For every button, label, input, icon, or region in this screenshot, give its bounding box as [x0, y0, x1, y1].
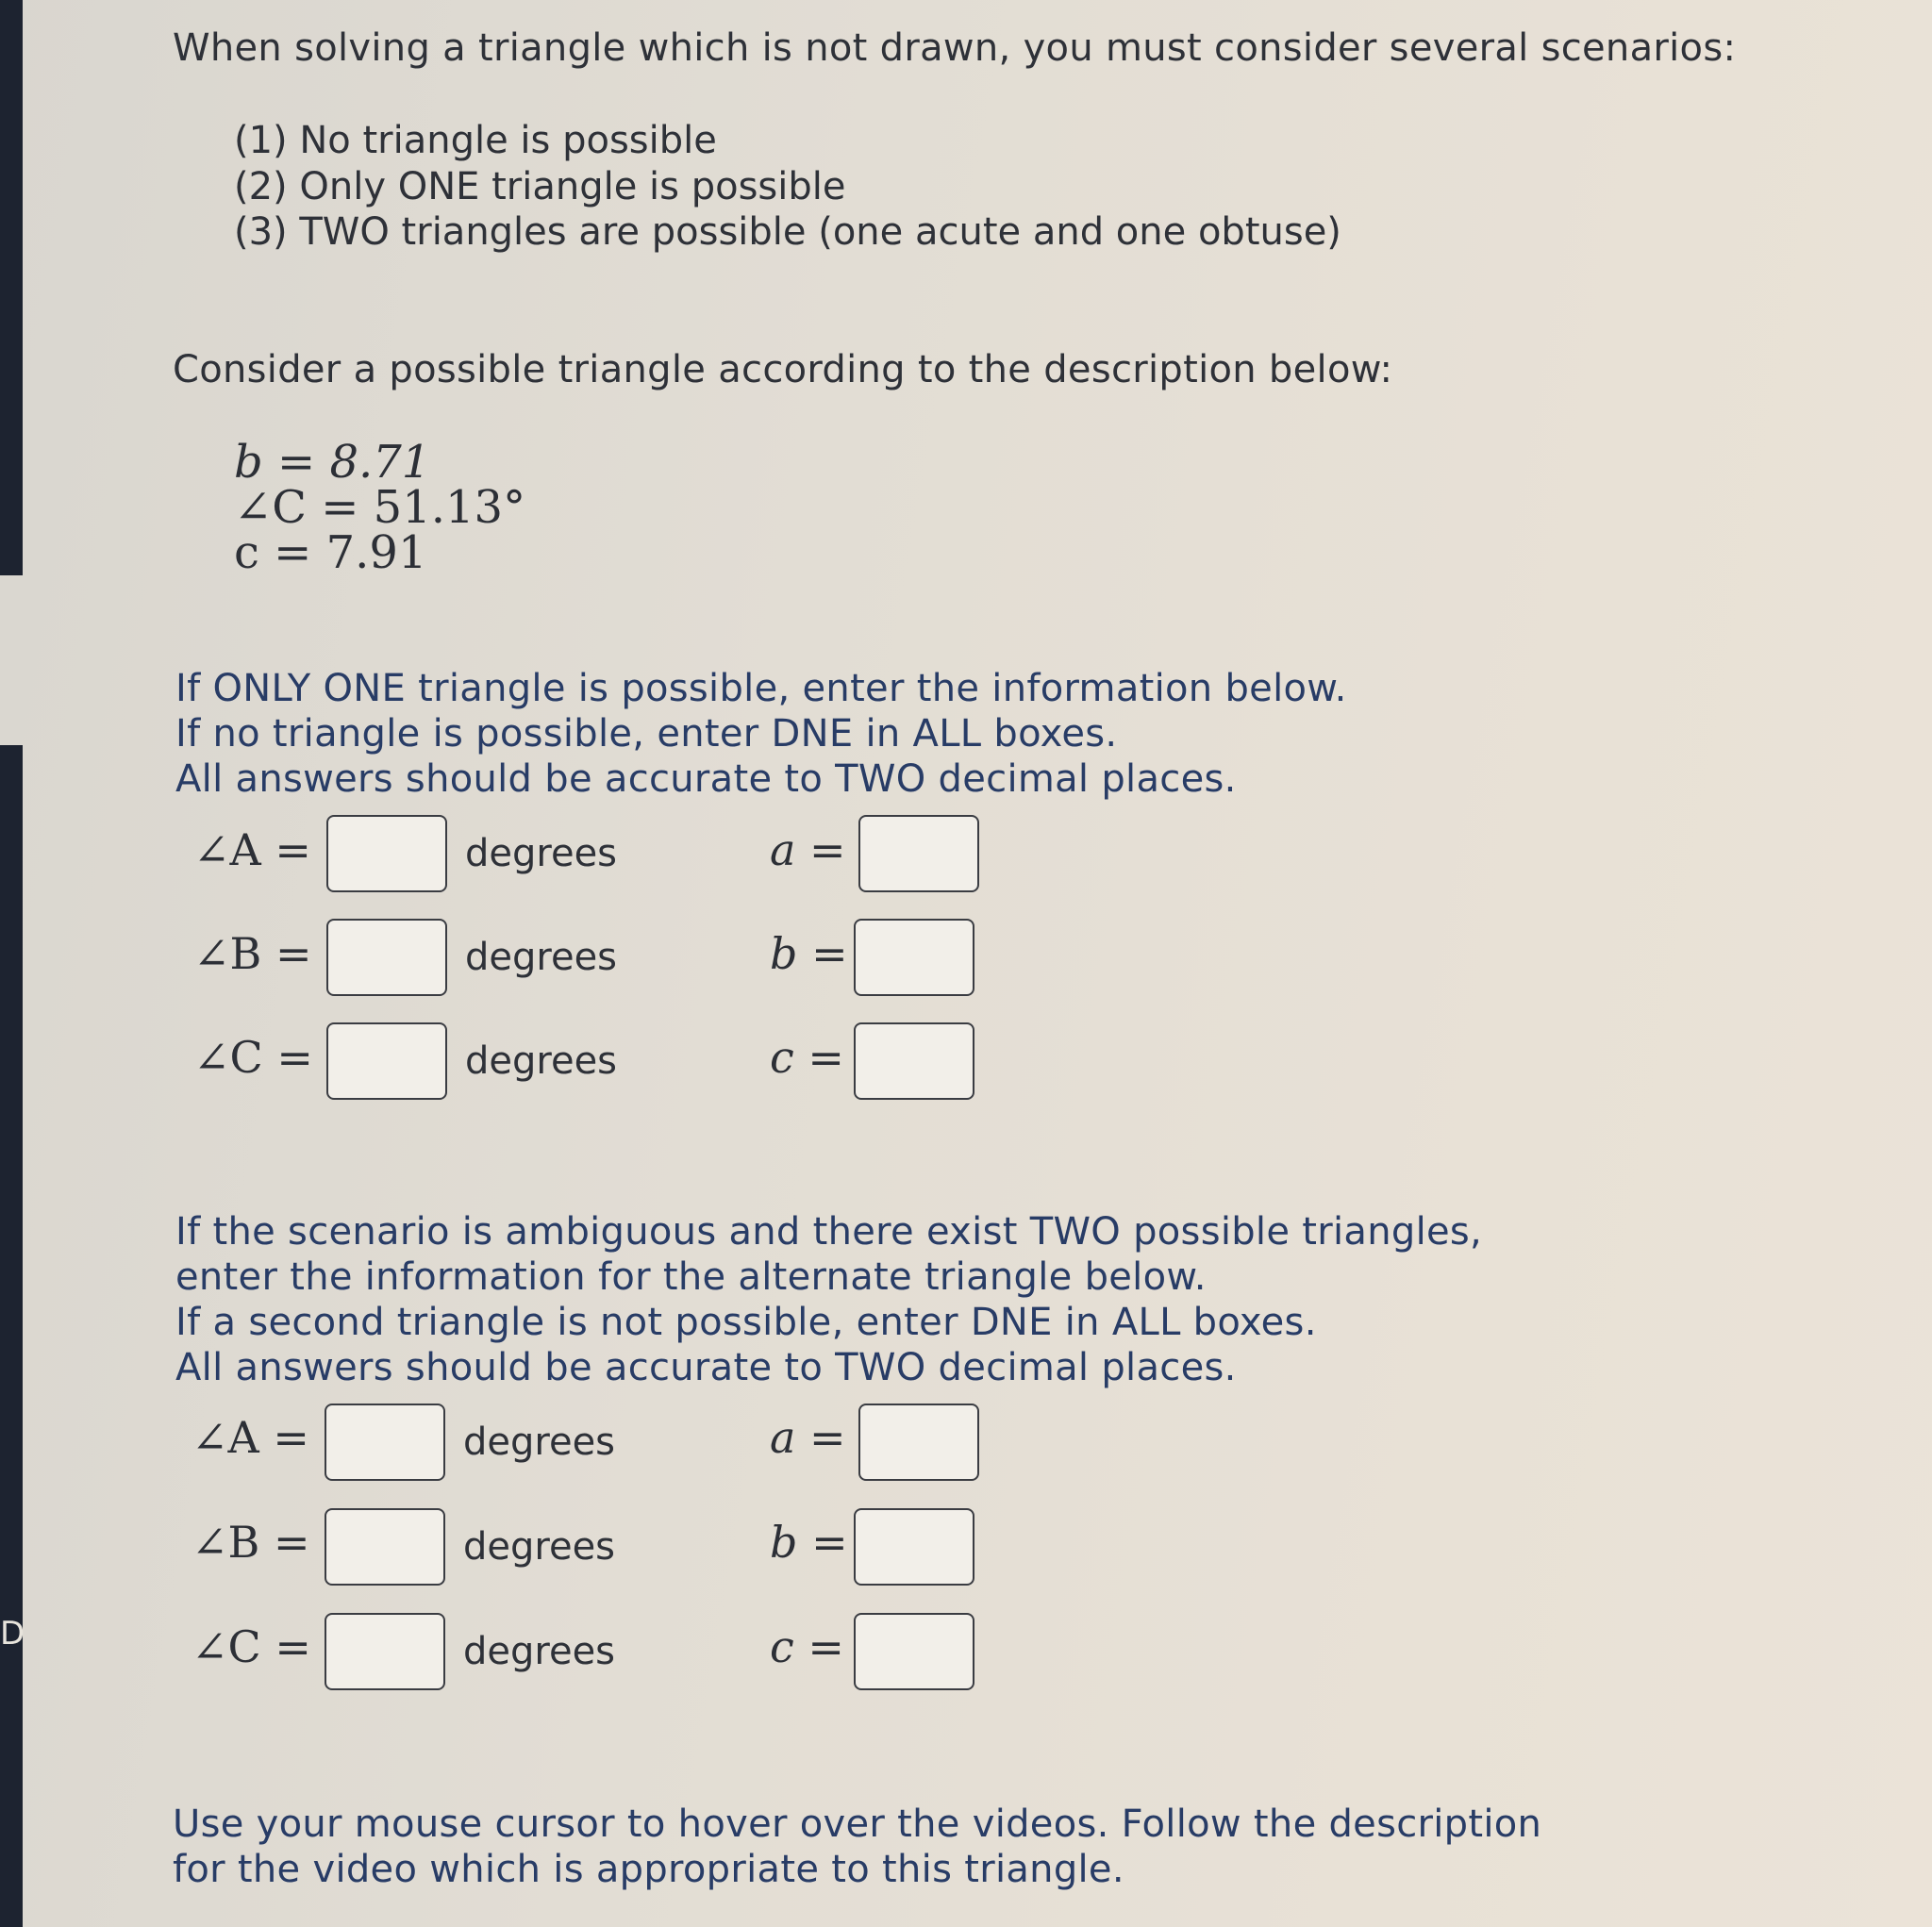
input-side-c-1[interactable]: [854, 1022, 974, 1100]
section2-line2: enter the information for the alternate triangle below.: [175, 1255, 1207, 1299]
degrees-label-C-2: degrees: [463, 1630, 616, 1673]
label-angle-B-1: ∠B =: [193, 928, 312, 979]
degrees-label-A-1: degrees: [465, 832, 618, 875]
label-side-c-1: c =: [770, 1032, 844, 1083]
label-angle-A-2: ∠A =: [192, 1412, 309, 1463]
left-dark-edge-top: [0, 0, 23, 575]
section2-line3: If a second triangle is not possible, enter DNE in ALL boxes.: [175, 1301, 1317, 1344]
section1-line2: If no triangle is possible, enter DNE in ALL boxes.: [175, 712, 1118, 756]
label-angle-B-2: ∠B =: [192, 1517, 310, 1568]
label-side-b-2: b =: [770, 1517, 848, 1568]
label-angle-A-1: ∠A =: [193, 824, 311, 875]
input-angle-B-1[interactable]: [326, 919, 447, 996]
label-side-b-1: b =: [770, 928, 848, 979]
left-dark-edge-bottom: [0, 745, 23, 1927]
input-angle-A-2[interactable]: [325, 1404, 445, 1481]
input-side-c-2[interactable]: [854, 1613, 974, 1690]
input-side-b-1[interactable]: [854, 919, 974, 996]
section2-line1: If the scenario is ambiguous and there exist TWO possible triangles,: [175, 1210, 1483, 1254]
label-side-c-2: c =: [770, 1621, 844, 1672]
footer-line2: for the video which is appropriate to this triangle.: [173, 1848, 1124, 1891]
input-angle-C-2[interactable]: [325, 1613, 445, 1690]
degrees-label-B-1: degrees: [465, 936, 618, 979]
scenario-1: (1) No triangle is possible: [234, 119, 717, 162]
label-side-a-1: a =: [770, 824, 846, 875]
label-angle-C-1: ∠C =: [193, 1032, 313, 1083]
given-angle-C: ∠C = 51.13°: [234, 481, 526, 534]
intro-text: When solving a triangle which is not drawn, you must consider several scenarios:: [173, 26, 1737, 70]
label-side-a-2: a =: [770, 1412, 846, 1463]
degrees-label-C-1: degrees: [465, 1039, 618, 1083]
section1-line1: If ONLY ONE triangle is possible, enter the information below.: [175, 667, 1347, 710]
scenario-2: (2) Only ONE triangle is possible: [234, 165, 846, 208]
given-c: c = 7.91: [234, 526, 427, 579]
given-b: b = 8.71: [234, 436, 431, 489]
section2-line4: All answers should be accurate to TWO decimal places.: [175, 1346, 1237, 1389]
input-side-a-1[interactable]: [858, 815, 979, 892]
input-side-b-2[interactable]: [854, 1508, 974, 1586]
section1-line3: All answers should be accurate to TWO decimal places.: [175, 757, 1237, 801]
consider-text: Consider a possible triangle according to the description below:: [173, 348, 1393, 391]
input-side-a-2[interactable]: [858, 1404, 979, 1481]
input-angle-C-1[interactable]: [326, 1022, 447, 1100]
left-edge-glyph: D: [0, 1615, 25, 1653]
degrees-label-B-2: degrees: [463, 1525, 616, 1569]
degrees-label-A-2: degrees: [463, 1420, 616, 1464]
input-angle-B-2[interactable]: [325, 1508, 445, 1586]
input-angle-A-1[interactable]: [326, 815, 447, 892]
label-angle-C-2: ∠C =: [192, 1621, 311, 1672]
scenario-3: (3) TWO triangles are possible (one acute and one obtuse): [234, 210, 1341, 254]
footer-line1: Use your mouse cursor to hover over the videos. Follow the description: [173, 1802, 1542, 1846]
